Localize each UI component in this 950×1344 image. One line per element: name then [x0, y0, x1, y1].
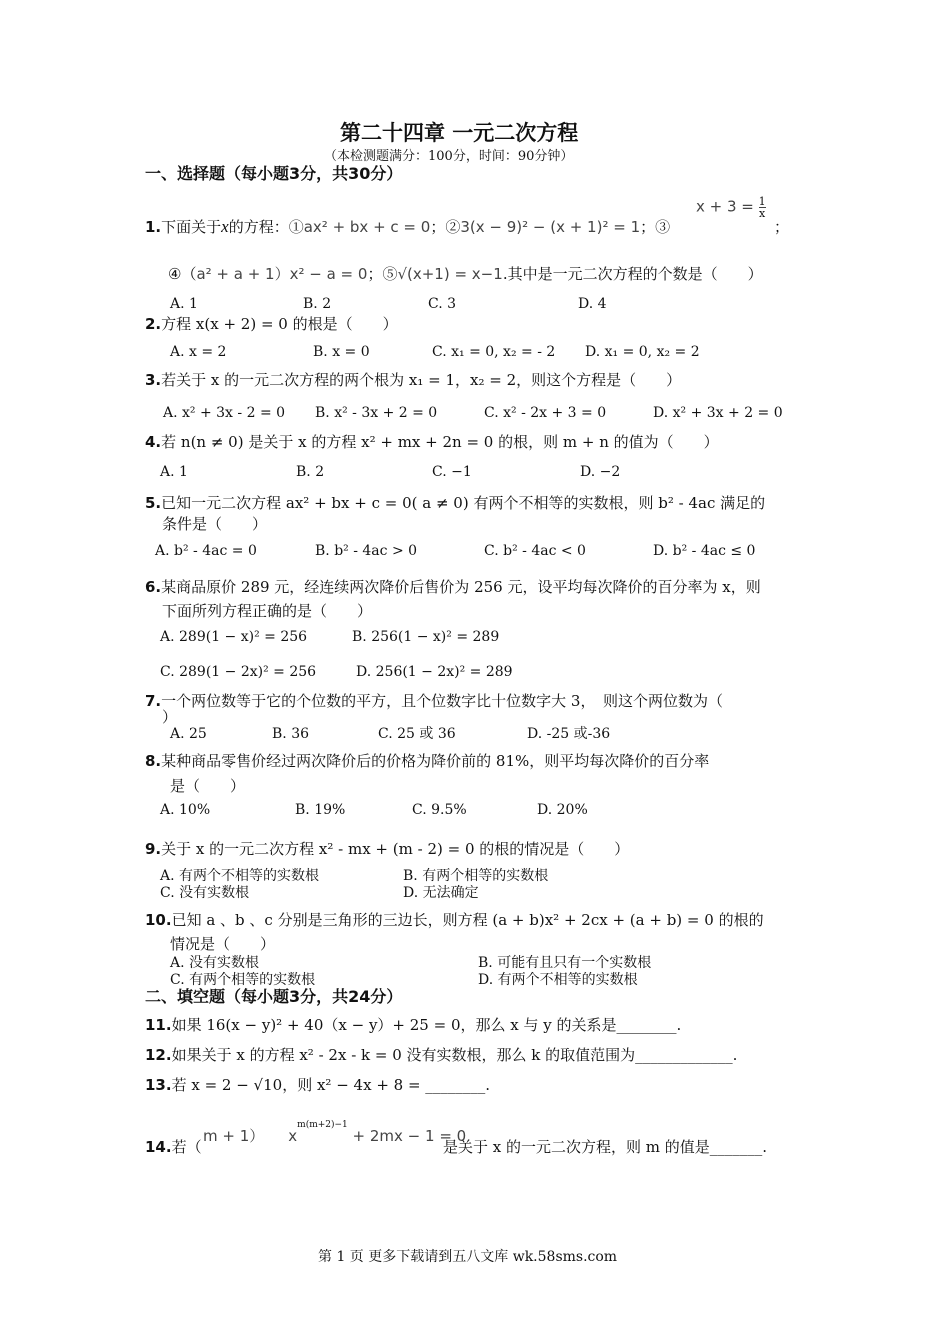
option-d: D. 有两个不相等的实数根: [478, 972, 638, 988]
question-8: 8.某种商品零售价经过两次降价后的价格为降价前的 81%，则平均每次降价的百分率: [145, 752, 710, 770]
question-1-eq3: x + 3 = $\frac{1}{x}$: [696, 195, 766, 220]
option-d: D. −2: [580, 464, 621, 480]
option-b: B. x = 0: [313, 344, 370, 360]
option-c: C. −1: [432, 464, 472, 480]
option-a: A. 1: [160, 464, 188, 480]
question-14-equation: m + 1） $x^{m(m+2)-1} + 2mx - 1 = 0$: [203, 1120, 467, 1145]
option-d: D. 256(1 − 2x)² = 289: [356, 664, 513, 680]
question-1-sep3: ；: [774, 218, 790, 236]
option-c: C. x² - 2x + 3 = 0: [484, 405, 607, 421]
option-d: D. 20%: [537, 802, 588, 818]
question-2: 2.方程 x(x + 2) = 0 的根是（ ）: [145, 315, 398, 333]
option-d: D. 4: [578, 296, 607, 312]
question-1-line2: ④（a² + a + 1）x² − a = 0；⑤√(x+1) = x−1.其中是一元二次方程的个数是（ ）: [168, 265, 763, 283]
question-13: 13.若 x = 2 − √10，则 x² − 4x + 8 = ________.: [145, 1076, 491, 1094]
question-10: 10.已知 a 、b 、c 分别是三角形的三边长，则方程 (a + b)x² + 2cx + (a + b) = 0 的根的: [145, 911, 764, 929]
question-number: 1.: [145, 218, 162, 236]
option-c: C. 9.5%: [412, 802, 467, 818]
option-a: A. 25: [170, 726, 207, 742]
page-title: 第二十四章 一元二次方程: [340, 121, 579, 145]
option-b: B. 2: [303, 296, 332, 312]
option-a: A. 有两个不相等的实数根: [160, 868, 320, 884]
option-b: B. 有两个相等的实数根: [403, 868, 549, 884]
question-6-line2: 下面所列方程正确的是（ ）: [162, 602, 373, 620]
section-fill-heading: 二、填空题（每小题3分，共24分）: [145, 987, 403, 1006]
option-c: C. 3: [428, 296, 457, 312]
option-d: D. x₁ = 0, x₂ = 2: [585, 344, 700, 360]
option-a: A. x² + 3x - 2 = 0: [163, 405, 286, 421]
section-choice-heading: 一、选择题（每小题3分，共30分）: [145, 164, 403, 183]
equation-5: √(x+1) = x−1: [397, 265, 503, 283]
question-8-line2: 是（ ）: [170, 777, 246, 795]
option-a: A. b² - 4ac = 0: [155, 543, 257, 559]
question-1: 1.下面关于x的方程：①ax² + bx + c = 0；②3(x − 9)² − (x + 1)² = 1；③: [145, 217, 671, 236]
question-7: 7.一个两位数等于它的个位数的平方，且个位数字比十位数字大 3， 则这个两位数为（: [145, 692, 723, 710]
question-4: 4.若 n(n ≠ 0) 是关于 x 的方程 x² + mx + 2n = 0 的根，则 m + n 的值为（ ）: [145, 433, 719, 451]
equation-4: a² + a + 1）x² − a = 0: [196, 265, 368, 283]
question-3: 3.若关于 x 的一元二次方程的两个根为 x₁ = 1，x₂ = 2，则这个方程是（ ）: [145, 371, 682, 389]
option-c: C. 没有实数根: [160, 885, 250, 901]
option-a: A. 10%: [160, 802, 211, 818]
option-a: A. 1: [170, 296, 198, 312]
page-subtitle: （本检测题满分：100分，时间：90分钟）: [324, 149, 574, 164]
option-a: A. 289(1 − x)² = 256: [160, 629, 308, 645]
option-c: C. 289(1 − 2x)² = 256: [160, 664, 317, 680]
equation-1: ax² + bx + c = 0: [303, 218, 431, 236]
question-5-line2: 条件是（ ）: [162, 515, 268, 533]
option-d: D. x² + 3x + 2 = 0: [653, 405, 783, 421]
option-b: B. 256(1 − x)² = 289: [352, 629, 500, 645]
question-14: 14.若（: [145, 1138, 202, 1156]
option-c: C. b² - 4ac < 0: [484, 543, 586, 559]
question-10-line2: 情况是（ ）: [170, 935, 276, 953]
option-b: B. 36: [272, 726, 310, 742]
option-c: C. 25 或 36: [378, 726, 456, 742]
option-d: D. 无法确定: [403, 885, 479, 901]
equation-3: x + 3 =: [696, 197, 759, 216]
question-14-tail: 是关于 x 的一元二次方程，则 m 的值是_______.: [443, 1138, 768, 1156]
question-6: 6.某商品原价 289 元，经连续两次降价后售价为 256 元，设平均每次降价的百分率为 x，则: [145, 578, 761, 596]
option-b: B. 2: [296, 464, 325, 480]
option-b: B. b² - 4ac > 0: [315, 543, 418, 559]
option-d: D. -25 或-36: [527, 726, 611, 742]
question-9: 9.关于 x 的一元二次方程 x² - mx + (m - 2) = 0 的根的情况是（ ）: [145, 840, 630, 858]
option-a: A. x = 2: [170, 344, 227, 360]
equation-2: 3(x − 9)² − (x + 1)² = 1: [460, 218, 641, 236]
option-b: B. 19%: [295, 802, 346, 818]
option-c: C. x₁ = 0, x₂ = - 2: [432, 344, 556, 360]
question-5: 5.已知一元二次方程 ax² + bx + c = 0( a ≠ 0) 有两个不相等的实数根，则 b² - 4ac 满足的: [145, 494, 766, 512]
page-footer: 第 1 页 更多下载请到五八文库 wk.58sms.com: [318, 1249, 618, 1265]
question-7-line2: ）: [162, 708, 178, 726]
option-d: D. b² - 4ac ≤ 0: [653, 543, 756, 559]
option-c: C. 有两个相等的实数根: [170, 972, 316, 988]
option-b: B. x² - 3x + 2 = 0: [315, 405, 438, 421]
question-12: 12.如果关于 x 的方程 x² - 2x - k = 0 没有实数根，那么 k 的取值范围为_____________.: [145, 1046, 738, 1064]
option-b: B. 可能有且只有一个实数根: [478, 955, 652, 971]
question-11: 11.如果 16(x − y)² + 40（x − y）+ 25 = 0，那么 x 与 y 的关系是________.: [145, 1016, 682, 1034]
option-a: A. 没有实数根: [170, 955, 260, 971]
